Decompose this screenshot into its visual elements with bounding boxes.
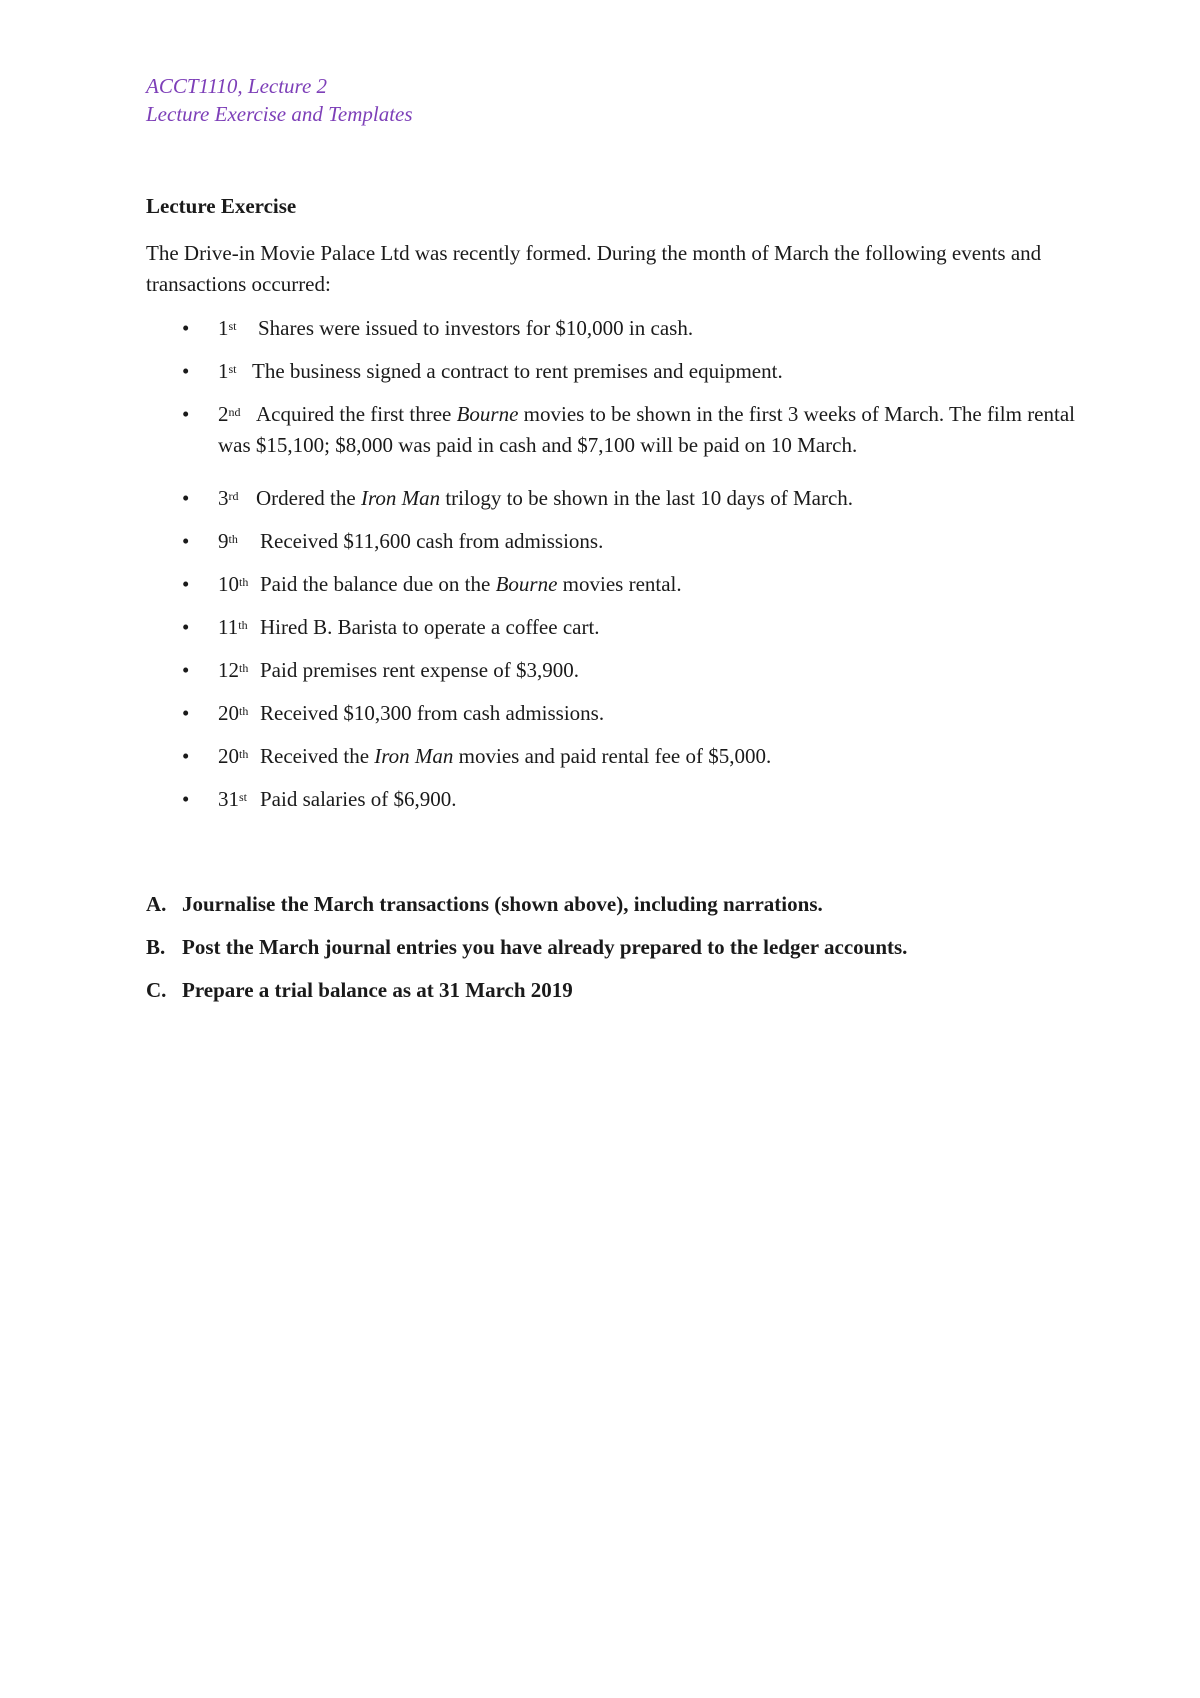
event-description: movies rental.: [557, 572, 682, 596]
event-title-italic: Iron Man: [360, 486, 441, 510]
task-letter: C.: [146, 978, 167, 1002]
event-text: [218, 612, 1078, 643]
event-day-suffix: th: [239, 704, 249, 718]
bullet-icon: •: [182, 402, 190, 426]
event-day: [218, 399, 256, 430]
event-text: [218, 526, 1078, 557]
event-day: [218, 698, 260, 729]
event-day-suffix: th: [238, 618, 248, 632]
document-header: [146, 72, 413, 128]
event-text: [218, 655, 1078, 686]
event-day: [218, 569, 260, 600]
bullet-icon: •: [182, 486, 190, 510]
bullet-icon: •: [182, 787, 190, 811]
event-text: [218, 784, 1078, 815]
event-day: [218, 612, 260, 643]
event-day-suffix: st: [228, 362, 237, 376]
task-letter: A.: [146, 892, 167, 916]
event-day-number: 3: [218, 486, 229, 510]
event-description: Paid premises rent expense of $3,900.: [260, 658, 580, 682]
event-day: [218, 784, 260, 815]
event-description: Acquired the first three: [256, 402, 457, 426]
event-text: [218, 698, 1078, 729]
event-description: Ordered the: [256, 486, 361, 510]
event-description: Received $10,300 from cash admissions.: [260, 701, 605, 725]
bullet-icon: •: [182, 316, 190, 340]
event-description: Received the: [260, 744, 375, 768]
intro-paragraph: The Drive-in Movie Palace Ltd was recently formed. During the month of March the following events and transactions occurred:: [146, 241, 1042, 296]
event-description: trilogy to be shown in the last 10 days of March.: [440, 486, 854, 510]
event-text: [218, 569, 1078, 600]
event-day-suffix: th: [239, 747, 249, 761]
event-day-number: 1: [218, 359, 229, 383]
event-day-suffix: st: [239, 790, 248, 804]
event-day-number: 12: [218, 658, 239, 682]
task-text: Journalise the March transactions (shown above), including narrations.: [182, 892, 823, 916]
event-day-suffix: rd: [228, 489, 239, 503]
bullet-icon: •: [182, 359, 190, 383]
subtitle-line: Lecture Exercise and Templates: [146, 102, 413, 126]
bullet-icon: •: [182, 701, 190, 725]
event-title-italic: Iron Man: [374, 744, 454, 768]
event-day-number: 9: [218, 529, 229, 553]
bullet-icon: •: [182, 744, 190, 768]
event-description: Hired B. Barista to operate a coffee cart.: [260, 615, 600, 639]
event-day-number: 20: [218, 701, 239, 725]
event-day: [218, 655, 260, 686]
event-description: movies to be shown in the first 3 weeks of March. The film rental was $15,100; $8,000 was paid in cash and $7,100 will be paid on 10 March.: [218, 402, 1075, 457]
event-description: Paid salaries of $6,900.: [260, 787, 457, 811]
event-day-suffix: th: [239, 661, 249, 675]
bullet-icon: •: [182, 529, 190, 553]
event-day: [218, 526, 260, 557]
task-letter: B.: [146, 935, 166, 959]
task-text: Prepare a trial balance as at 31 March 2019: [182, 978, 573, 1002]
event-day: [218, 313, 258, 344]
bullet-icon: •: [182, 658, 190, 682]
event-day-suffix: th: [228, 532, 238, 546]
section-title: Lecture Exercise: [146, 194, 297, 218]
event-title-italic: Bourne: [495, 572, 558, 596]
event-day-suffix: nd: [228, 405, 241, 419]
event-description: Received $11,600 cash from admissions.: [260, 529, 604, 553]
event-day-number: 20: [218, 744, 239, 768]
event-day-number: 2: [218, 402, 229, 426]
event-day-number: 11: [218, 615, 239, 639]
event-day: [218, 483, 256, 514]
event-day-suffix: th: [239, 575, 249, 589]
course-line: ACCT1110, Lecture 2: [146, 74, 328, 98]
task-text: Post the March journal entries you have already prepared to the ledger accounts.: [182, 935, 908, 959]
event-day-number: 10: [218, 572, 239, 596]
event-day: [218, 741, 260, 772]
event-description: Shares were issued to investors for $10,000 in cash.: [258, 316, 694, 340]
event-text: [218, 741, 1078, 772]
event-title-italic: Bourne: [456, 402, 519, 426]
event-text: [218, 313, 1078, 344]
event-text: [218, 483, 1078, 514]
bullet-icon: •: [182, 615, 190, 639]
event-description: movies and paid rental fee of $5,000.: [453, 744, 772, 768]
event-description: Paid the balance due on the: [260, 572, 496, 596]
bullet-icon: •: [182, 572, 190, 596]
event-text: [218, 356, 1078, 387]
event-text: [218, 399, 1078, 461]
event-day-number: 1: [218, 316, 229, 340]
event-description: The business signed a contract to rent premises and equipment.: [252, 359, 783, 383]
event-day-suffix: st: [228, 319, 237, 333]
event-day: [218, 356, 252, 387]
event-day-number: 31: [218, 787, 239, 811]
